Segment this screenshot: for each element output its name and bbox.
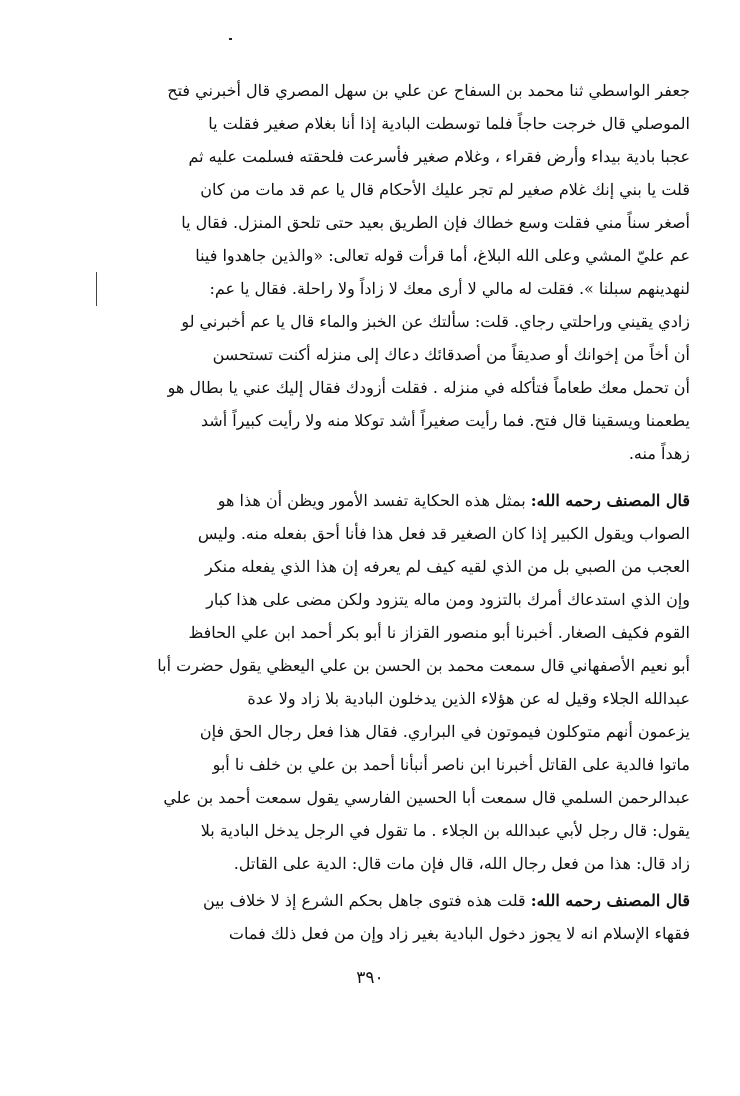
text-line: القوم فكيف الصغار. أخبرنا أبو منصور القزاز نا أبو بكر أحمد ابن علي الحافظ	[188, 623, 690, 642]
text-line: فقهاء الإسلام انه لا يجوز دخول البادية بغير زاد وإن من فعل ذلك فمات	[228, 924, 690, 943]
author-lead: قال المصنف رحمه الله:	[530, 491, 690, 510]
text-line: زهداً منه.	[628, 444, 690, 463]
text-line: عبدالله الجلاء وقيل له عن هؤلاء الذين يدخلون البادية بلا زاد ولا عدة	[247, 689, 690, 708]
margin-mark	[96, 272, 97, 306]
text-line: الموصلي قال خرجت حاجاً فلما توسطت البادية إذا أنا بغلام صغير فقلت يا	[208, 114, 690, 133]
text-line: يطعمنا ويسقينا قال فتح. فما رأيت صغيراً أشد توكلا منه ولا رأيت كبيراً أشد	[200, 411, 690, 430]
text-line: وإن الذي استدعاك أمرك بالتزود ومن ماله يتزود ولكن مضى على هذا كبار	[206, 590, 690, 609]
text-line: يقول: قال رجل لأبي عبدالله بن الجلاء . ما تقول في الرجل يدخل البادية بلا	[200, 821, 690, 840]
text-line: أن تحمل معك طعاماً فتأكله في منزله . فقلت أزودك فقال إليك عني يا بطال هو	[167, 378, 690, 397]
text-line: عم عليّ المشي وعلى الله البلاغ، أما قرأت قوله تعالى: «والذين جاهدوا فينا	[195, 246, 690, 265]
author-lead: قال المصنف رحمه الله:	[530, 891, 690, 910]
text-line: ماتوا فالدية على القاتل أخبرنا ابن ناصر أنبأنا أحمد بن علي بن خلف نا أبو	[212, 755, 690, 774]
text-line: الصواب ويقول الكبير إذا كان الصغير قد فعل هذا فأنا أحق بفعله منه. وليس	[197, 524, 690, 543]
text-line-first	[70, 884, 690, 917]
stray-mark	[229, 38, 232, 40]
page-number: ٣٩٠	[356, 968, 384, 988]
text-line: قلت يا بني إنك غلام صغير لم تجر عليك الأحكام قال يا عم قد مات من كان	[200, 180, 690, 199]
text-line: عبدالرحمن السلمي قال سمعت أبا الحسين الفارسي يقول سمعت أحمد بن علي	[163, 788, 690, 807]
text-line: أبو نعيم الأصفهاني قال سمعت محمد بن الحسن بن علي اليعظي يقول حضرت أبا	[157, 656, 690, 675]
paragraph-1	[70, 74, 690, 470]
text-span: بمثل هذه الحكاية تفسد الأمور ويظن أن هذا هو	[217, 491, 531, 510]
text-line: العجب من الصبي بل من الذي لقيه كيف لم يعرفه إن هذا الذي يفعله منكر	[204, 557, 690, 576]
text-line: زادي يقيني وراحلتي رجاي. قلت: سألتك عن الخبز والماء قال يا عم أخبرني لو	[181, 312, 690, 331]
text-line-first	[70, 484, 690, 517]
text-span: قلت هذه فتوى جاهل بحكم الشرع إذ لا خلاف بين	[203, 891, 531, 910]
text-line: عجبا بادية بيداء وأرض فقراء ، وغلام صغير فأسرعت فلحقته فسلمت عليه ثم	[188, 147, 690, 166]
text-line: جعفر الواسطي ثنا محمد بن السفاح عن علي بن سهل المصري قال أخبرني فتح	[167, 81, 690, 100]
paragraph-2	[70, 484, 690, 880]
text-line: أن أخاً من إخوانك أو صديقاً من أصدقائك دعاك إلى منزله أكنت تستحسن	[212, 345, 690, 364]
text-line: أصغر سناً مني فقلت وسع خطاك فإن الطريق بعيد حتى تلحق المنزل. فقال يا	[181, 213, 690, 232]
text-line: زاد قال: هذا من فعل رجال الله، قال فإن مات قال: الدية على القاتل.	[233, 854, 690, 873]
text-line: لنهدينهم سبلنا ». فقلت له مالي لا أرى معك لا زاداً ولا راحلة. فقال يا عم:	[209, 279, 690, 298]
paragraph-3	[70, 884, 690, 950]
text-line: يزعمون أنهم متوكلون فيموتون في البراري. فقال هذا فعل رجال الحق فإن	[199, 722, 690, 741]
